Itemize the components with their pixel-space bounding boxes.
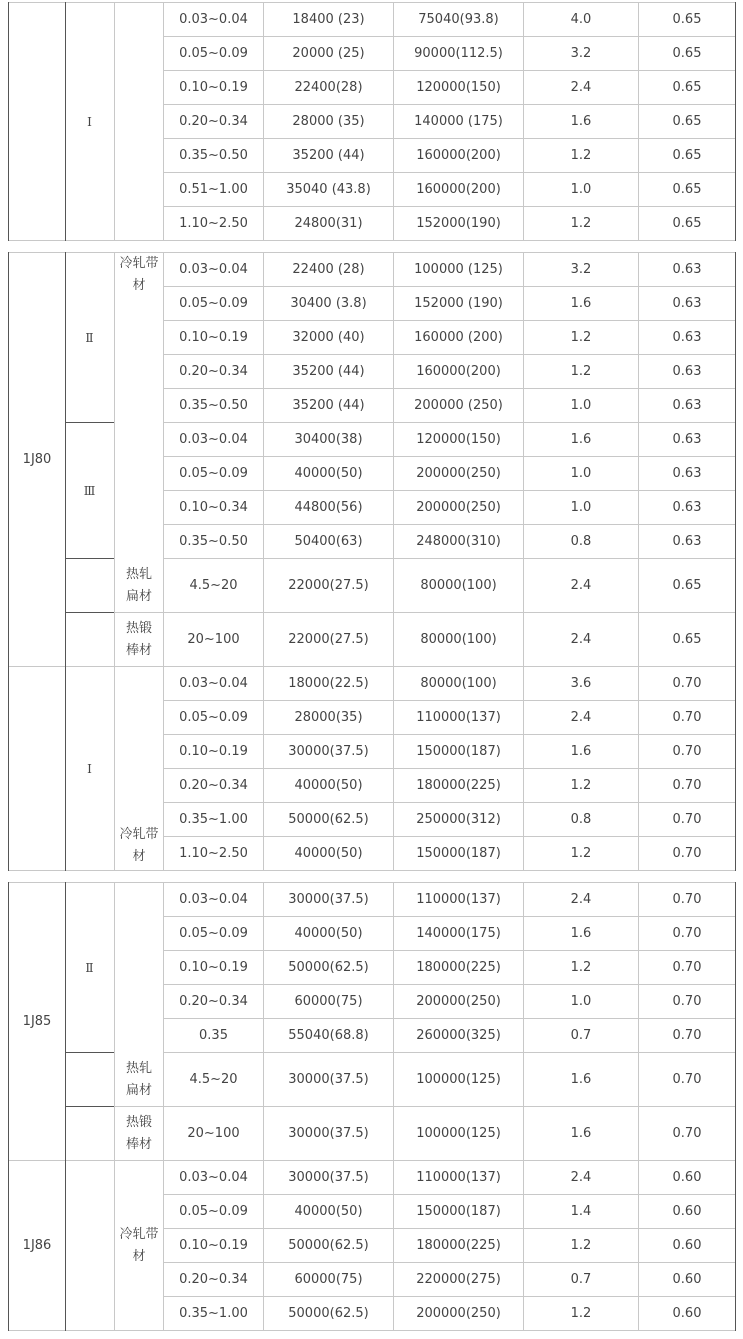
grade-cell <box>66 613 114 666</box>
loss-cell: 1.0 <box>570 499 592 515</box>
loss-cell: 2.4 <box>570 891 592 907</box>
thickness-cell: 4.5~20 <box>189 577 238 593</box>
thickness-cell: 0.35~0.50 <box>179 147 248 163</box>
permeability-cell: 180000(225) <box>416 777 501 793</box>
permeability-cell: 220000(275) <box>416 1271 501 1287</box>
permeability-cell: 150000(187) <box>416 743 501 759</box>
coercivity-cell: 60000(75) <box>294 993 363 1009</box>
loss-cell: 2.4 <box>570 709 592 725</box>
thickness-cell: 1.10~2.50 <box>179 215 248 231</box>
thickness-cell: 0.05~0.09 <box>179 1203 248 1219</box>
thickness-cell: 0.03~0.04 <box>179 431 248 447</box>
product-form-cell <box>115 423 163 550</box>
coercivity-cell: 22000(27.5) <box>288 631 369 647</box>
permeability-cell: 160000 (200) <box>414 329 503 345</box>
density-cell: 0.63 <box>672 329 702 345</box>
loss-cell: 3.2 <box>570 261 592 277</box>
coercivity-cell: 30000(37.5) <box>288 1169 369 1185</box>
permeability-cell: 100000 (125) <box>414 261 503 277</box>
product-form-cell <box>115 883 163 1044</box>
thickness-cell: 1.10~2.50 <box>179 845 248 861</box>
thickness-cell: 0.03~0.04 <box>179 675 248 691</box>
product-form-cell: 热轧扁材 <box>125 1060 152 1098</box>
coercivity-cell: 40000(50) <box>294 777 363 793</box>
thickness-cell: 4.5~20 <box>189 1071 238 1087</box>
loss-cell: 2.4 <box>570 79 592 95</box>
permeability-cell: 180000(225) <box>416 959 501 975</box>
alloy-cell: 1J80 <box>22 451 52 467</box>
grade-cell: Ⅰ <box>87 114 93 129</box>
density-cell: 0.65 <box>672 11 702 27</box>
density-cell: 0.70 <box>672 709 702 725</box>
thickness-cell: 0.35 <box>199 1027 228 1043</box>
permeability-cell: 100000(125) <box>416 1125 501 1141</box>
permeability-cell: 260000(325) <box>416 1027 501 1043</box>
alloy-cell <box>9 667 65 870</box>
thickness-cell: 0.03~0.04 <box>179 11 248 27</box>
permeability-cell: 140000(175) <box>416 925 501 941</box>
loss-cell: 1.2 <box>570 329 592 345</box>
loss-cell: 1.2 <box>570 1305 592 1321</box>
permeability-cell: 248000(310) <box>416 533 501 549</box>
density-cell: 0.70 <box>672 811 702 827</box>
thickness-cell: 0.10~0.19 <box>179 743 248 759</box>
density-cell: 0.65 <box>672 631 702 647</box>
permeability-cell: 160000(200) <box>416 147 501 163</box>
thickness-cell: 0.20~0.34 <box>179 363 248 379</box>
density-cell: 0.70 <box>672 1027 702 1043</box>
permeability-cell: 160000(200) <box>416 363 501 379</box>
density-cell: 0.65 <box>672 79 702 95</box>
product-form-cell: 冷轧带材 <box>119 827 159 864</box>
density-cell: 0.60 <box>672 1271 702 1287</box>
loss-cell: 1.2 <box>570 147 592 163</box>
permeability-cell: 75040(93.8) <box>418 11 499 27</box>
density-cell: 0.65 <box>672 577 702 593</box>
density-cell: 0.65 <box>672 181 702 197</box>
product-form-cell: 冷轧带材 <box>119 1226 159 1264</box>
coercivity-cell: 30000(37.5) <box>288 891 369 907</box>
permeability-cell: 200000(250) <box>416 993 501 1009</box>
product-form-cell: 热轧扁材 <box>125 566 152 604</box>
coercivity-cell: 22400 (28) <box>292 261 365 277</box>
thickness-cell: 0.10~0.19 <box>179 1237 248 1253</box>
loss-cell: 3.6 <box>570 675 592 691</box>
density-cell: 0.63 <box>672 499 702 515</box>
density-cell: 0.70 <box>672 891 702 907</box>
loss-cell: 1.6 <box>570 113 592 129</box>
density-cell: 0.63 <box>672 295 702 311</box>
loss-cell: 1.6 <box>570 1125 592 1141</box>
coercivity-cell: 18400 (23) <box>292 11 365 27</box>
thickness-cell: 0.35~0.50 <box>179 397 248 413</box>
thickness-cell: 0.05~0.09 <box>179 709 248 725</box>
permeability-cell: 140000 (175) <box>414 113 503 129</box>
thickness-cell: 20~100 <box>187 1125 240 1141</box>
permeability-cell: 200000(250) <box>416 465 501 481</box>
loss-cell: 0.8 <box>570 811 592 827</box>
thickness-cell: 0.05~0.09 <box>179 45 248 61</box>
coercivity-cell: 22000(27.5) <box>288 577 369 593</box>
grade-cell <box>66 1053 114 1106</box>
permeability-cell: 160000(200) <box>416 181 501 197</box>
loss-cell: 1.6 <box>570 431 592 447</box>
permeability-cell: 90000(112.5) <box>414 45 503 61</box>
coercivity-cell: 30400 (3.8) <box>290 295 367 311</box>
thickness-cell: 0.10~0.34 <box>179 499 248 515</box>
density-cell: 0.60 <box>672 1203 702 1219</box>
density-cell: 0.63 <box>672 533 702 549</box>
thickness-cell: 0.10~0.19 <box>179 959 248 975</box>
thickness-cell: 0.20~0.34 <box>179 1271 248 1287</box>
loss-cell: 2.4 <box>570 1169 592 1185</box>
loss-cell: 1.2 <box>570 777 592 793</box>
coercivity-cell: 50400(63) <box>294 533 363 549</box>
coercivity-cell: 50000(62.5) <box>288 811 369 827</box>
permeability-cell: 110000(137) <box>416 891 501 907</box>
loss-cell: 1.6 <box>570 295 592 311</box>
loss-cell: 1.2 <box>570 959 592 975</box>
permeability-cell: 80000(100) <box>420 675 497 691</box>
thickness-cell: 0.51~1.00 <box>179 181 248 197</box>
grade-cell: Ⅱ <box>85 960 95 975</box>
density-cell: 0.63 <box>672 261 702 277</box>
coercivity-cell: 30000(37.5) <box>288 1071 369 1087</box>
product-form-cell <box>115 3 163 232</box>
permeability-cell: 80000(100) <box>420 631 497 647</box>
permeability-cell: 80000(100) <box>420 577 497 593</box>
coercivity-cell: 24800(31) <box>294 215 363 231</box>
density-cell: 0.70 <box>672 845 702 861</box>
coercivity-cell: 40000(50) <box>294 1203 363 1219</box>
density-cell: 0.70 <box>672 777 702 793</box>
density-cell: 0.63 <box>672 465 702 481</box>
density-cell: 0.70 <box>672 675 702 691</box>
coercivity-cell: 22400(28) <box>294 79 363 95</box>
loss-cell: 1.0 <box>570 993 592 1009</box>
density-cell: 0.70 <box>672 1125 702 1141</box>
permeability-cell: 120000(150) <box>416 431 501 447</box>
loss-cell: 1.2 <box>570 363 592 379</box>
thickness-cell: 0.35~1.00 <box>179 1305 248 1321</box>
thickness-cell: 0.05~0.09 <box>179 465 248 481</box>
density-cell: 0.65 <box>672 215 702 231</box>
permeability-cell: 200000 (250) <box>414 397 503 413</box>
thickness-cell: 0.10~0.19 <box>179 329 248 345</box>
coercivity-cell: 35200 (44) <box>292 147 365 163</box>
permeability-cell: 200000(250) <box>416 499 501 515</box>
density-cell: 0.70 <box>672 743 702 759</box>
grade-cell: Ⅰ <box>87 761 93 776</box>
density-cell: 0.70 <box>672 993 702 1009</box>
coercivity-cell: 50000(62.5) <box>288 1305 369 1321</box>
coercivity-cell: 55040(68.8) <box>288 1027 369 1043</box>
thickness-cell: 0.20~0.34 <box>179 777 248 793</box>
permeability-cell: 152000(190) <box>416 215 501 231</box>
loss-cell: 1.6 <box>570 925 592 941</box>
loss-cell: 1.4 <box>570 1203 592 1219</box>
permeability-cell: 120000(150) <box>416 79 501 95</box>
thickness-cell: 0.20~0.34 <box>179 113 248 129</box>
thickness-cell: 0.05~0.09 <box>179 295 248 311</box>
permeability-cell: 152000 (190) <box>414 295 503 311</box>
coercivity-cell: 50000(62.5) <box>288 959 369 975</box>
loss-cell: 4.0 <box>570 11 592 27</box>
density-cell: 0.63 <box>672 363 702 379</box>
density-cell: 0.65 <box>672 45 702 61</box>
permeability-cell: 180000(225) <box>416 1237 501 1253</box>
density-cell: 0.65 <box>672 147 702 163</box>
coercivity-cell: 20000 (25) <box>292 45 365 61</box>
density-cell: 0.60 <box>672 1237 702 1253</box>
loss-cell: 0.7 <box>570 1027 592 1043</box>
thickness-cell: 0.35~0.50 <box>179 533 248 549</box>
coercivity-cell: 30000(37.5) <box>288 1125 369 1141</box>
alloy-cell: 1J86 <box>22 1237 52 1253</box>
permeability-cell: 110000(137) <box>416 709 501 725</box>
density-cell: 0.65 <box>672 113 702 129</box>
loss-cell: 2.4 <box>570 631 592 647</box>
grade-cell <box>66 1161 114 1330</box>
density-cell: 0.63 <box>672 397 702 413</box>
loss-cell: 1.2 <box>570 215 592 231</box>
density-cell: 0.70 <box>672 925 702 941</box>
coercivity-cell: 40000(50) <box>294 925 363 941</box>
alloy-cell: 1J85 <box>22 1013 52 1029</box>
permeability-cell: 200000(250) <box>416 1305 501 1321</box>
loss-cell: 0.8 <box>570 533 592 549</box>
coercivity-cell: 44800(56) <box>294 499 363 515</box>
loss-cell: 0.7 <box>570 1271 592 1287</box>
loss-cell: 1.2 <box>570 1237 592 1253</box>
product-form-cell: 热锻棒材 <box>125 1114 152 1152</box>
grade-cell <box>66 559 114 612</box>
density-cell: 0.70 <box>672 1071 702 1087</box>
coercivity-cell: 35200 (44) <box>292 397 365 413</box>
coercivity-cell: 28000 (35) <box>292 113 365 129</box>
permeability-cell: 110000(137) <box>416 1169 501 1185</box>
loss-cell: 1.0 <box>570 397 592 413</box>
thickness-cell: 0.03~0.04 <box>179 261 248 277</box>
coercivity-cell: 32000 (40) <box>292 329 365 345</box>
density-cell: 0.60 <box>672 1169 702 1185</box>
thickness-cell: 0.05~0.09 <box>179 925 248 941</box>
loss-cell: 1.0 <box>570 465 592 481</box>
permeability-cell: 150000(187) <box>416 845 501 861</box>
coercivity-cell: 50000(62.5) <box>288 1237 369 1253</box>
coercivity-cell: 35200 (44) <box>292 363 365 379</box>
loss-cell: 2.4 <box>570 577 592 593</box>
product-form-cell: 冷轧带材 <box>119 256 159 293</box>
loss-cell: 1.6 <box>570 743 592 759</box>
coercivity-cell: 40000(50) <box>294 845 363 861</box>
grade-cell: Ⅱ <box>85 330 95 345</box>
grade-cell: Ⅲ <box>83 483 97 498</box>
permeability-cell: 250000(312) <box>416 811 501 827</box>
thickness-cell: 0.03~0.04 <box>179 891 248 907</box>
alloy-cell <box>9 3 65 240</box>
coercivity-cell: 30000(37.5) <box>288 743 369 759</box>
grade-cell <box>66 1107 114 1160</box>
loss-cell: 3.2 <box>570 45 592 61</box>
thickness-cell: 0.10~0.19 <box>179 79 248 95</box>
coercivity-cell: 18000(22.5) <box>288 675 369 691</box>
thickness-cell: 20~100 <box>187 631 240 647</box>
thickness-cell: 0.35~1.00 <box>179 811 248 827</box>
thickness-cell: 0.20~0.34 <box>179 993 248 1009</box>
density-cell: 0.60 <box>672 1305 702 1321</box>
loss-cell: 1.0 <box>570 181 592 197</box>
coercivity-cell: 28000(35) <box>294 709 363 725</box>
thickness-cell: 0.03~0.04 <box>179 1169 248 1185</box>
product-form-cell: 热锻棒材 <box>125 620 152 658</box>
coercivity-cell: 40000(50) <box>294 465 363 481</box>
coercivity-cell: 35040 (43.8) <box>286 181 371 197</box>
loss-cell: 1.2 <box>570 845 592 861</box>
coercivity-cell: 60000(75) <box>294 1271 363 1287</box>
permeability-cell: 150000(187) <box>416 1203 501 1219</box>
coercivity-cell: 30400(38) <box>294 431 363 447</box>
loss-cell: 1.6 <box>570 1071 592 1087</box>
density-cell: 0.63 <box>672 431 702 447</box>
density-cell: 0.70 <box>672 959 702 975</box>
permeability-cell: 100000(125) <box>416 1071 501 1087</box>
